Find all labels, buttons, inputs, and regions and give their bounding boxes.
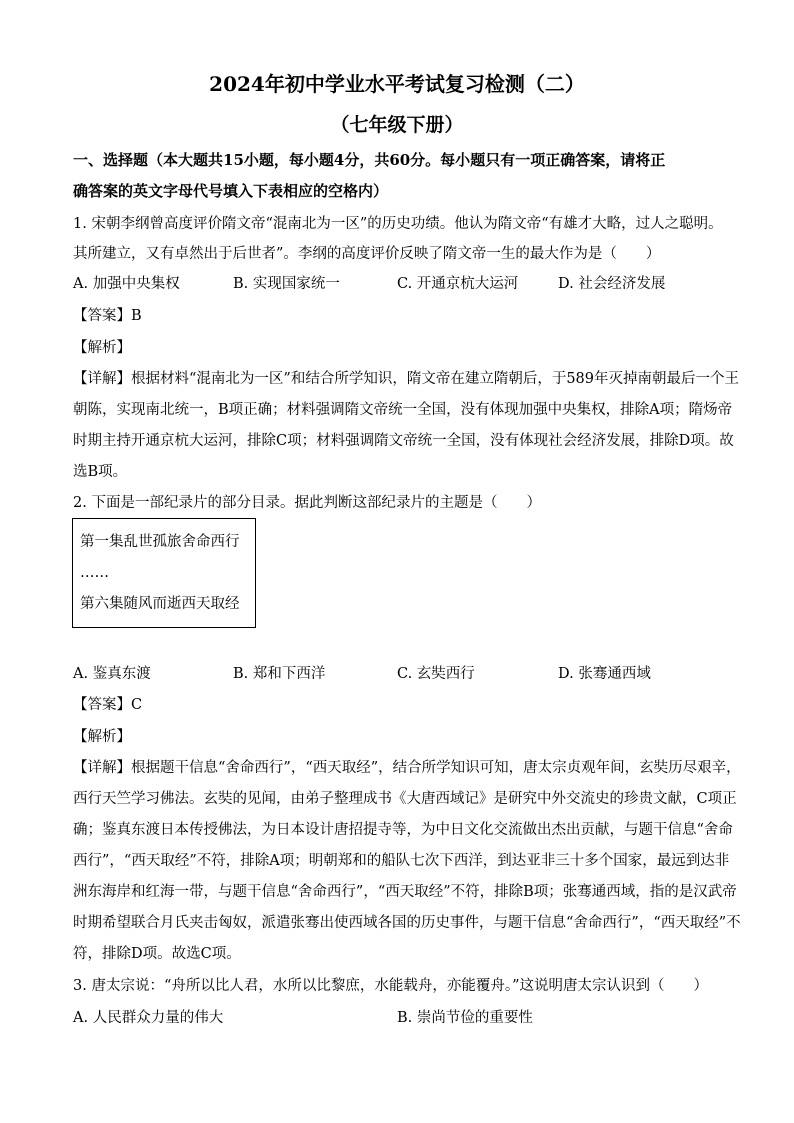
q2-detail-line-7: 符，排除D项。故选C项。 — [73, 946, 241, 962]
q2-detail-line-3: 确；鉴真东渡日本传授佛法，为日本设计唐招提寺等，为中日文化交流做出杰出贡献，与题干信息“舍命 — [73, 822, 733, 838]
q2-detail-line-2: 西行天竺学习佛法。玄奘的见闻，由弟子整理成书《大唐西域记》是研究中外交流史的珍贵文献，C项正 — [73, 791, 737, 807]
q2-option-a: A. 鉴真东渡 — [73, 666, 151, 682]
section-heading-line-1: 一、选择题（本大题共15小题，每小题4分，共60分。每小题只有一项正确答案，请将正 — [73, 151, 666, 169]
q2-detail-line-6: 时期希望联合月氏夹击匈奴，派遣张骞出使西域各国的历史事件，与题干信息“舍命西行”，“西天取经”不 — [73, 915, 741, 931]
q2-option-d: D. 张骞通西域 — [558, 666, 651, 682]
q1-stem-line-1: 1. 宋朝李纲曾高度评价隋文帝“混南北为一区”的历史功绩。他认为隋文帝“有雄才大略，过人之聪明。 — [73, 216, 723, 232]
q2-answer: 【答案】C — [73, 697, 143, 713]
q1-detail-line-2: 朝陈，实现南北统一，B项正确；材料强调隋文帝统一全国，没有体现加强中央集权，排除A项；隋炀帝 — [73, 402, 733, 418]
q1-option-a: A. 加强中央集权 — [73, 276, 180, 292]
q2-stem: 2. 下面是一部纪录片的部分目录。据此判断这部纪录片的主题是（ ） — [73, 495, 541, 511]
q1-analysis-label: 【解析】 — [73, 340, 131, 356]
section-heading-line-2: 确答案的英文字母代号填入下表相应的空格内） — [73, 182, 389, 200]
q2-detail-line-4: 西行”，“西天取经”不符，排除A项；明朝郑和的船队七次下西洋，到达亚非三十多个国家，最远到达非 — [73, 853, 730, 869]
q1-detail-line-4: 选B项。 — [73, 464, 128, 480]
q2-option-b: B. 郑和下西洋 — [233, 666, 326, 682]
page-title: 2024年初中学业水平考试复习检测（二） — [209, 72, 585, 96]
q1-detail-line-3: 时期主持开通京杭大运河，排除C项；材料强调隋文帝统一全国，没有体现社会经济发展，排除D项。故 — [73, 433, 734, 449]
q1-option-d: D. 社会经济发展 — [558, 276, 666, 292]
q1-option-b: B. 实现国家统一 — [233, 276, 340, 292]
q1-answer: 【答案】B — [73, 308, 142, 324]
q3-stem: 3. 唐太宗说：“舟所以比人君，水所以比黎庶，水能载舟，亦能覆舟。”这说明唐太宗认识到（ ） — [73, 978, 709, 994]
q2-toc-item-ellipsis: …… — [80, 565, 109, 581]
q2-option-c: C. 玄奘西行 — [397, 666, 475, 682]
q3-option-a: A. 人民群众力量的伟大 — [73, 1010, 224, 1026]
page-subtitle: （七年级下册） — [330, 114, 464, 136]
q1-option-c: C. 开通京杭大运河 — [397, 276, 519, 292]
q1-stem-line-2: 其所建立，又有卓然出于后世者”。李纲的高度评价反映了隋文帝一生的最大作为是（ ） — [73, 246, 661, 262]
q2-analysis-label: 【解析】 — [73, 729, 131, 745]
q2-toc-item-6: 第六集随风而逝西天取经 — [80, 596, 240, 612]
q1-detail-line-1: 【详解】根据材料“混南北为一区”和结合所学知识，隋文帝在建立隋朝后，于589年灭掉南朝最后一个王 — [73, 371, 739, 387]
q3-option-b: B. 崇尚节俭的重要性 — [397, 1010, 533, 1026]
q2-detail-line-5: 洲东海岸和红海一带，与题干信息“舍命西行”，“西天取经”不符，排除B项；张骞通西域，指的是汉武帝 — [73, 884, 737, 900]
q2-toc-item-1: 第一集乱世孤旅舍命西行 — [80, 534, 240, 550]
q2-detail-line-1: 【详解】根据题干信息“舍命西行”，“西天取经”，结合所学知识可知，唐太宗贞观年间，玄奘历尽艰辛， — [73, 760, 741, 776]
